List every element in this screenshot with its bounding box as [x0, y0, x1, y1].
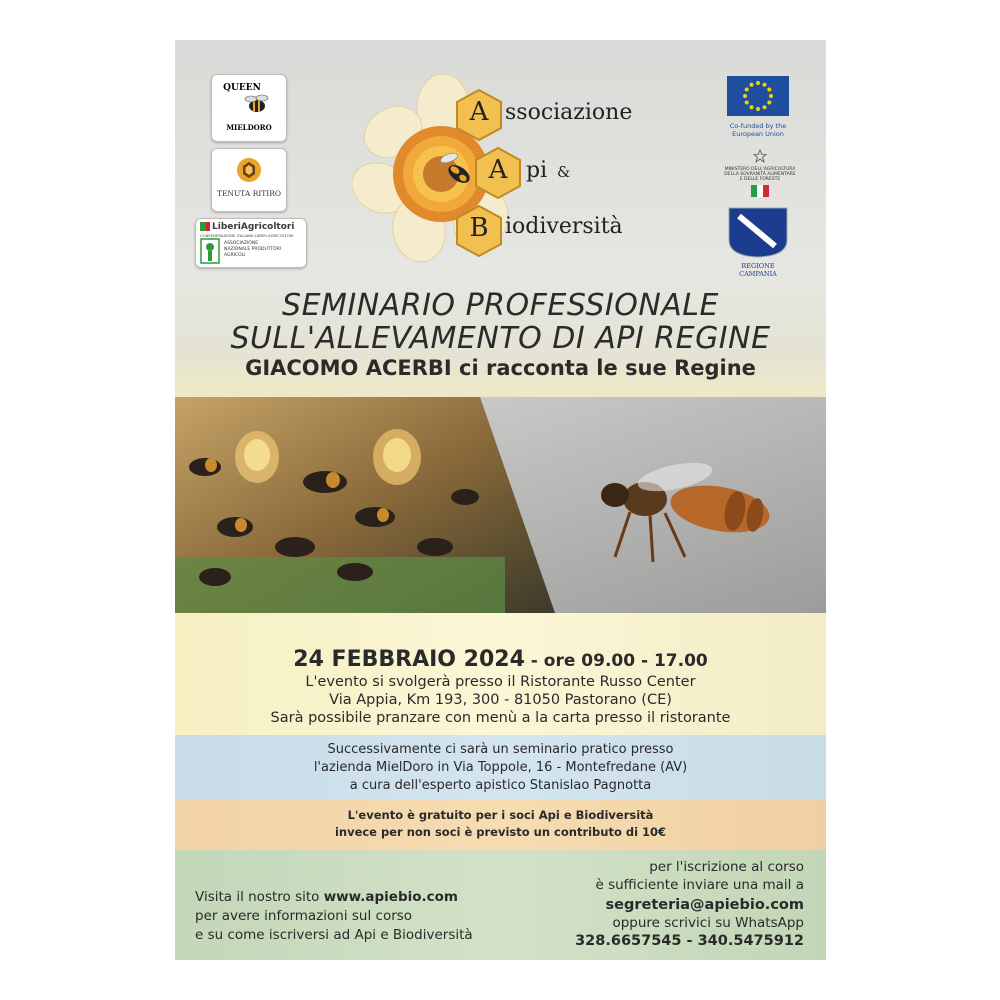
- liberi-name: LiberiAgricoltori: [212, 222, 295, 232]
- event-location: L'evento si svolgerà presso il Ristorante Russo Center: [305, 674, 696, 690]
- fees-line1: L'evento è gratuito per i soci Api e Biodiversità: [347, 808, 654, 822]
- liberi-logo-assoc: ASSOCIAZIONE NAZIONALE PRODUTTORI AGRICOLI: [224, 241, 282, 258]
- tenuta-ritiro-logo: [211, 148, 287, 212]
- ministero-logo: [715, 148, 805, 201]
- footer-right-line1: per l'iscrizione al corso: [649, 859, 804, 875]
- seminar-line1: Successivamente ci sarà un seminario pratico presso: [327, 742, 674, 757]
- poster: [175, 40, 826, 960]
- event-date-line: [175, 647, 826, 672]
- footer-right-line4: oppure scrivici su WhatsApp: [612, 915, 804, 931]
- event-lunch: Sarà possibile pranzare con menù a la carta presso il ristorante: [270, 710, 731, 726]
- liberi-agricoltori-logo: [195, 218, 307, 268]
- ministero-line1: MINISTERO DELL'AGRICOLTURA: [724, 167, 796, 172]
- title-line1: SEMINARIO PROFESSIONALE: [282, 288, 719, 323]
- footer-left-line2: per avere informazioni sul corso: [195, 908, 413, 924]
- eu-line1: Co-funded by the: [729, 122, 787, 130]
- liberi-logo-name: [200, 222, 294, 232]
- visit-text: Visita il nostro sito: [195, 889, 324, 905]
- letter-a1: A: [469, 97, 489, 127]
- letter-b: B: [469, 213, 489, 243]
- bee-icon: [242, 91, 272, 117]
- footer-right-line2: è sufficiente inviare una mail a: [595, 877, 804, 893]
- producers-association-icon: [200, 238, 220, 264]
- fees-line2: invece per non soci è previsto un contributo di 10€: [334, 825, 667, 839]
- ministero-line2: DELLA SOVRANITÀ ALIMENTARE: [724, 172, 796, 177]
- bees-photo: [175, 397, 826, 613]
- eu-line2: European Union: [732, 130, 784, 138]
- footer-left: [195, 888, 515, 945]
- event-address: Via Appia, Km 193, 300 - 81050 Pastorano (CE): [329, 692, 672, 708]
- honeycomb-icon: [236, 157, 262, 183]
- ampersand: &: [557, 163, 571, 181]
- email-link[interactable]: segreteria@apiebio.com: [605, 897, 804, 913]
- footer-right: [514, 858, 804, 950]
- italy-emblem-icon: [753, 149, 767, 163]
- ministero-line3: E DELLE FORESTE: [739, 177, 781, 182]
- footer-left-line1: [195, 888, 515, 907]
- queen-mieldoro-logo: [211, 74, 287, 142]
- title-line2: SULL'ALLEVAMENTO DI API REGINE: [230, 321, 771, 356]
- word-api: pi: [526, 158, 548, 183]
- footer-left-line3: e su come iscriversi ad Api e Biodiversità: [195, 927, 473, 943]
- word-biodiversita: iodiversità: [505, 214, 623, 239]
- phone-numbers[interactable]: 328.6657545 - 340.5475912: [575, 933, 804, 949]
- liberi-flag-icon-red: [206, 222, 210, 231]
- queen-logo-brand: MIELDORO: [226, 123, 272, 132]
- campania-label: REGIONE CAMPANIA: [739, 262, 777, 278]
- campania-logo: [727, 206, 791, 278]
- campania-shield-icon: [727, 206, 789, 258]
- tenuta-logo-text: TENUTA RITIRO: [216, 189, 282, 198]
- liberi-logo-sub: CONFEDERAZIONE ITALIANA LIBERI AGRICOLTORI: [200, 233, 294, 238]
- eu-logo: [727, 76, 793, 138]
- italy-flag-icon: [751, 185, 769, 197]
- event-date: 24 FEBBRAIO 2024: [293, 647, 525, 672]
- letter-a2: A: [488, 155, 508, 185]
- event-hours: - ore 09.00 - 17.00: [524, 651, 708, 671]
- eu-flag-icon: [727, 76, 789, 116]
- seminar-line2: l'azienda MielDoro in Via Toppole, 16 - Montefredane (AV): [313, 760, 688, 775]
- queen-logo-title: QUEEN: [223, 83, 261, 93]
- word-associazione: ssociazione: [505, 100, 633, 125]
- subtitle: GIACOMO ACERBI ci racconta le sue Regine: [245, 356, 756, 380]
- website-link[interactable]: www.apiebio.com: [323, 889, 458, 905]
- seminar-line3: a cura dell'esperto apistico Stanislao Pagnotta: [349, 778, 652, 793]
